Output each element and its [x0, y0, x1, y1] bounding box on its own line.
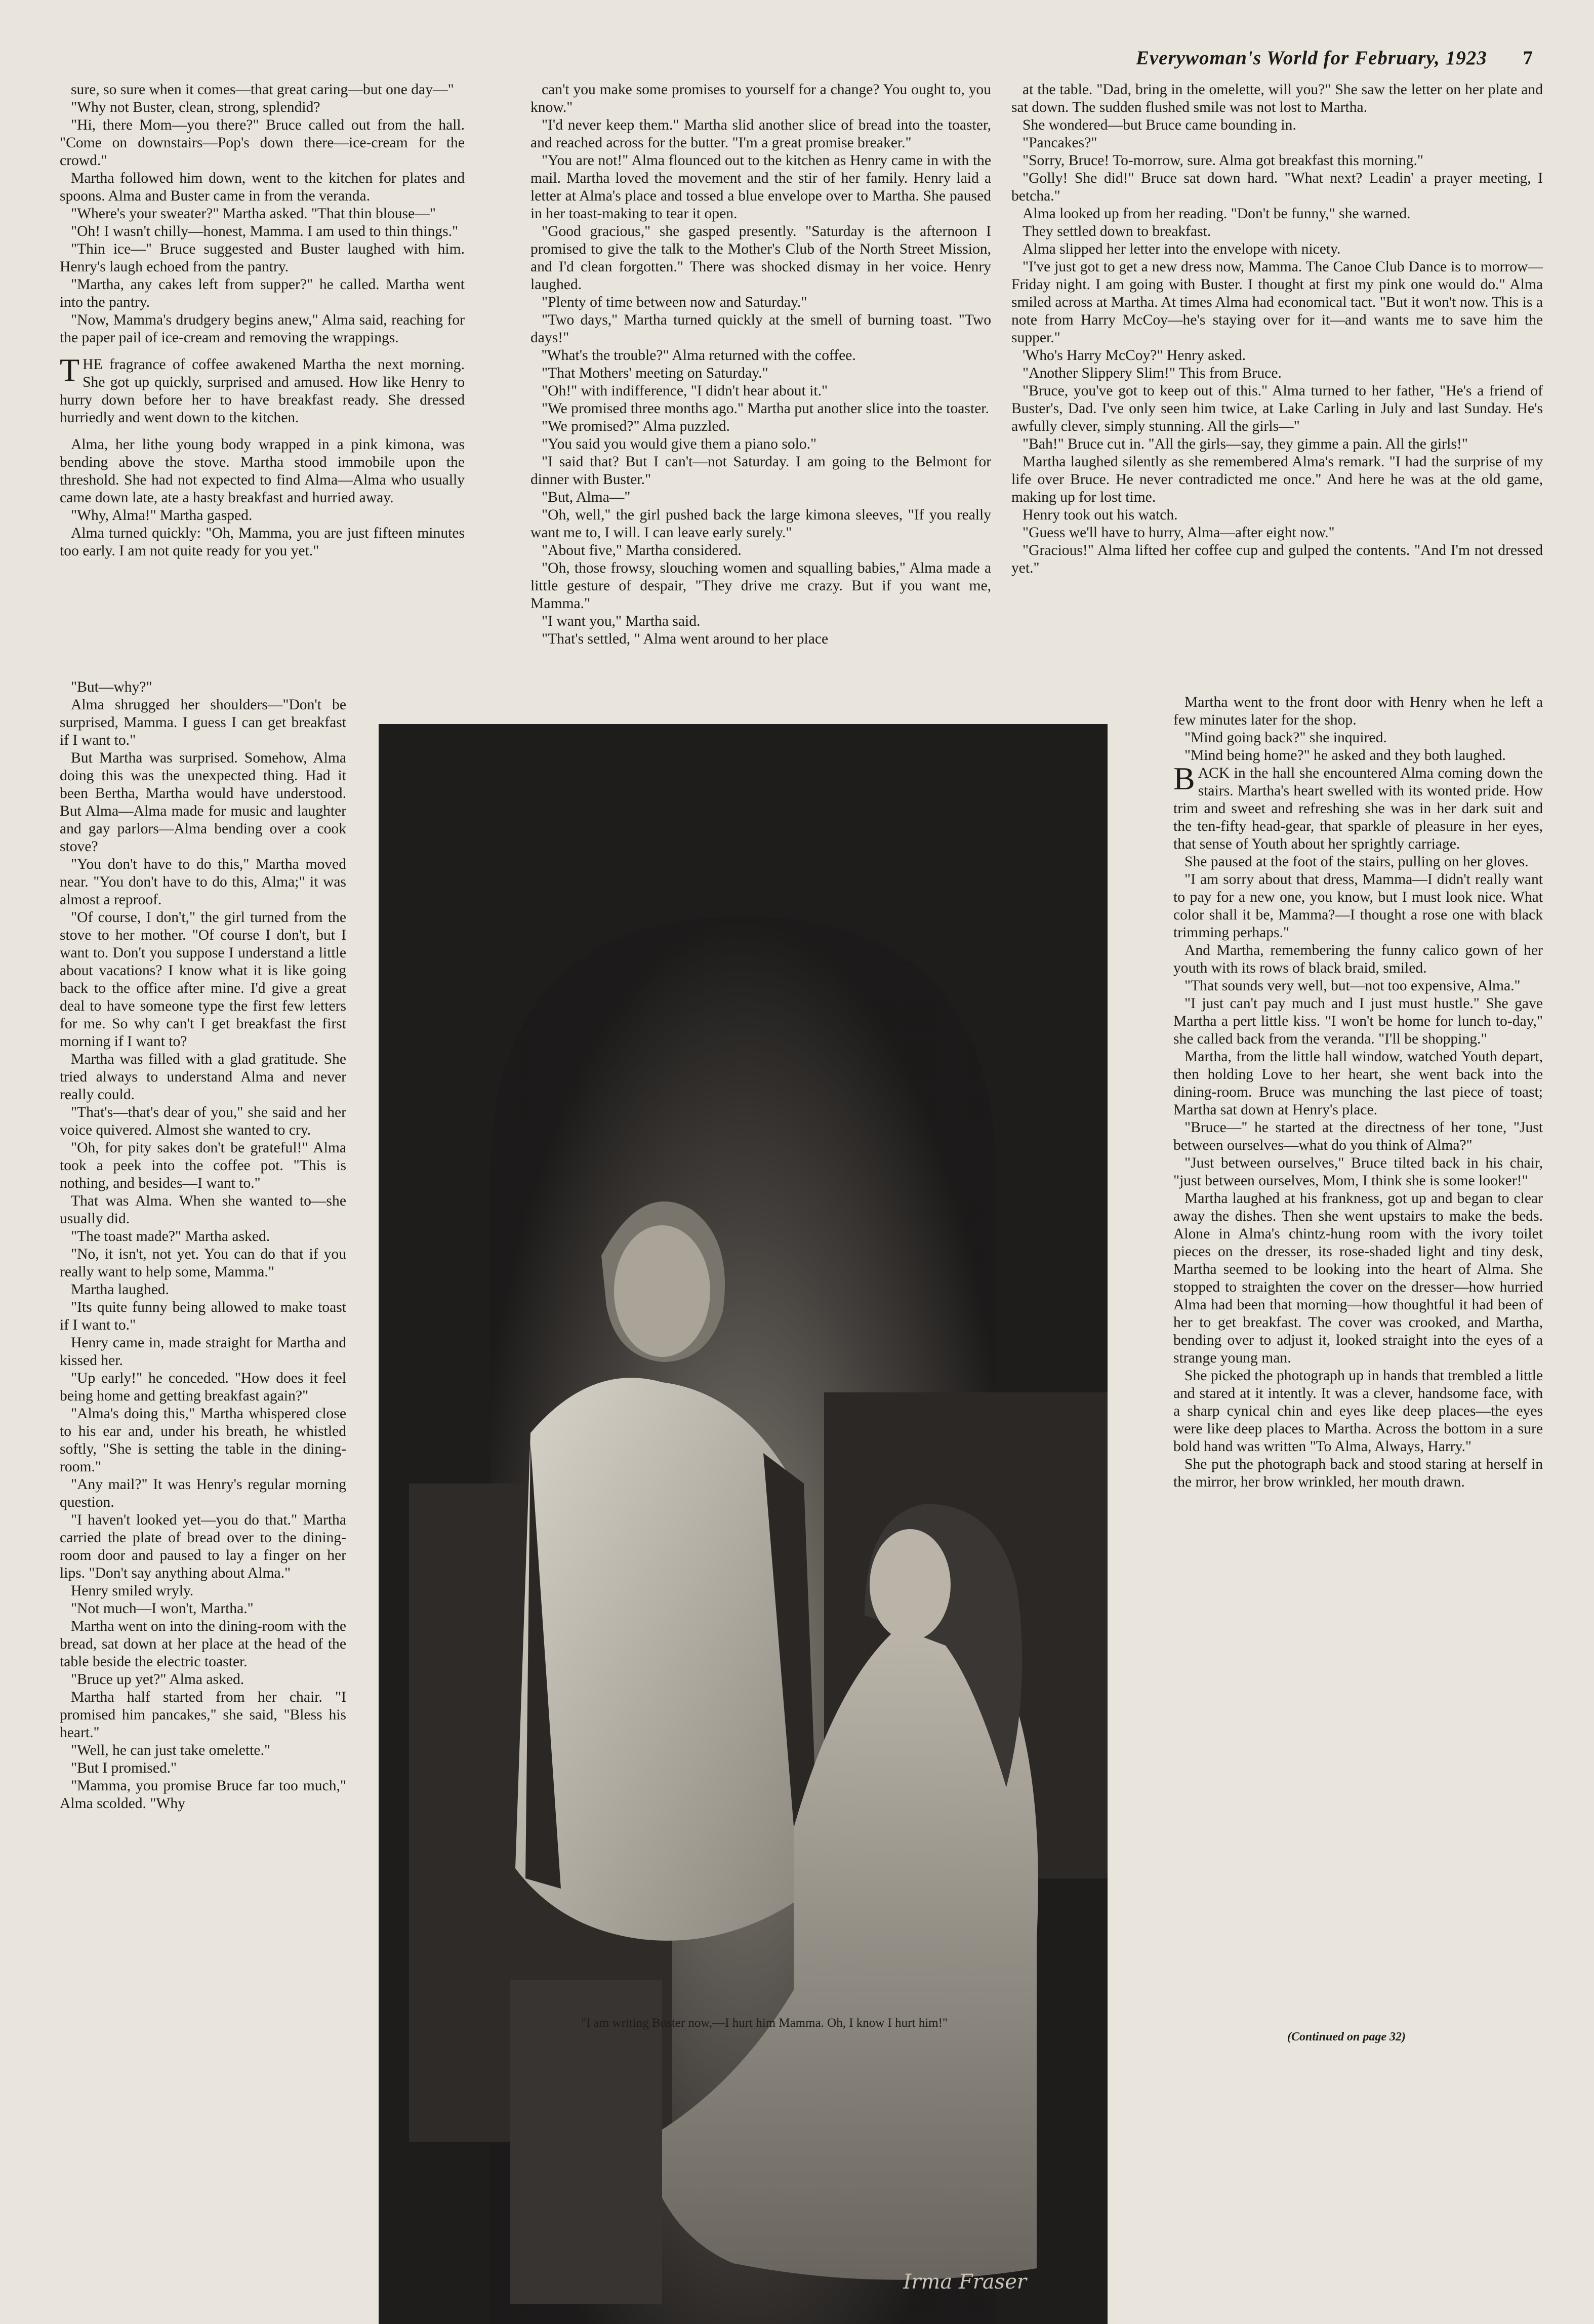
magazine-title: Everywoman's World for February, 1923: [1135, 47, 1487, 69]
paragraph: "I am sorry about that dress, Mamma—I didn't really want to pay for a new one, you know, but I must look nice. What color shall it be, Mamma?—I thought a rose one with black trimming perhaps.": [1173, 871, 1543, 941]
continued-note: (Continued on page 32): [1287, 2030, 1406, 2043]
paragraph: "Pancakes?": [1023, 135, 1097, 151]
paragraph: "Oh, well," the girl pushed back the large kimona sleeves, "If you really want me to, I will. I can leave early surely.": [530, 507, 991, 541]
paragraph: "I want you," Martha said.: [542, 613, 701, 629]
paragraph: "Where's your sweater?" Martha asked. "That thin blouse—": [71, 206, 436, 222]
paragraph: "Thin ice—" Bruce suggested and Buster laughed with him. Henry's laugh echoed from the pantry.: [60, 241, 465, 275]
paragraph: "That's settled, " Alma went around to her place: [542, 631, 829, 647]
paragraph: Alma slipped her letter into the envelope with nicety.: [1023, 241, 1341, 257]
paragraph: "We promised?" Alma puzzled.: [542, 418, 730, 434]
column-3-top: [1011, 81, 1543, 577]
paragraph: "That Mothers' meeting on Saturday.": [542, 365, 768, 381]
column-1-narrow: [60, 678, 346, 1813]
section-opening: [60, 352, 465, 427]
paragraph: "You said you would give them a piano solo.": [542, 436, 817, 452]
section-text: HE fragrance of coffee awakened Martha the next morning. She got up quickly, surprised and amused. How like Henry to hurry down before her to have breakfast ready. She dressed hurriedly and went down to the kitchen.: [60, 356, 465, 426]
column-2-top: [530, 81, 991, 648]
paragraph: And Martha, remembering the funny calico gown of her youth with its rows of black braid, smiled.: [1173, 942, 1543, 976]
illustration: [379, 724, 1108, 2324]
paragraph: "Any mail?" It was Henry's regular morning question.: [60, 1476, 346, 1510]
paragraph: "Mamma, you promise Bruce far too much," Alma scolded. "Why: [60, 1778, 346, 1812]
paragraph: "Its quite funny being allowed to make toast if I want to.": [60, 1299, 346, 1333]
paragraph: Martha, from the little hall window, watched Youth depart, then holding Love to her heart, she went back into the dining-room. Bruce was munching the last piece of toast; Martha sat down at Henry's place.: [1173, 1049, 1543, 1118]
paragraph: Alma looked up from her reading. "Don't be funny," she warned.: [1023, 206, 1411, 222]
paragraph: "But, Alma—": [542, 489, 631, 505]
paragraph: "But I promised.": [71, 1760, 177, 1776]
paragraph: "Up early!" he conceded. "How does it feel being home and getting breakfast again?": [60, 1370, 346, 1404]
paragraph: "You don't have to do this," Martha moved near. "You don't have to do this, Alma;" it was almost a reproof.: [60, 856, 346, 908]
paragraph: Martha laughed at his frankness, got up and began to clear away the dishes. Then she went upstairs to make the beds. Alone in Alma's chintz-hung room with the ivory toilet pieces on the dresser, its rose-shaded light and tiny desk, Martha seemed to be looking into the heart of Alma. She stopped to straighten the cover on the dresser—how hurried Alma had been that morning—how thoughtful it had been of her to get breakfast. The cover was crooked, and Martha, bending over to adjust it, looked straight into the eyes of a strange young man.: [1173, 1190, 1543, 1366]
paragraph: "Martha, any cakes left from supper?" he called. Martha went into the pantry.: [60, 276, 465, 310]
paragraph: "Not much—I won't, Martha.": [71, 1600, 254, 1617]
paragraph: "I'd never keep them." Martha slid another slice of bread into the toaster, and reached across for the butter. "I'm a great promise breaker.": [530, 117, 991, 151]
paragraph: at the table. "Dad, bring in the omelette, will you?" She saw the letter on her plate and sat down. The sudden flushed smile was not lost to Martha.: [1011, 82, 1543, 115]
paragraph: "Why, Alma!" Martha gasped.: [71, 507, 253, 524]
paragraph: "I haven't looked yet—you do that." Martha carried the plate of bread over to the dining-room door and paused to lay a finger on her lips. "Don't say anything about Alma.": [60, 1512, 346, 1581]
drop-cap: B: [1173, 760, 1195, 796]
paragraph: "That sounds very well, but—not too expensive, Alma.": [1184, 978, 1521, 994]
paragraph: Alma shrugged her shoulders—"Don't be surprised, Mamma. I guess I can get breakfast if I want to.": [60, 697, 346, 748]
paragraph: Henry smiled wryly.: [71, 1583, 194, 1599]
column-1-top: [60, 81, 465, 560]
paragraph: "I just can't pay much and I just must hustle." She gave Martha a pert little kiss. "I won't be home for lunch to-day," she called back from the veranda. "I'll be shopping.": [1173, 995, 1543, 1047]
paragraph: "That's—that's dear of you," she said and her voice quivered. Almost she wanted to cry.: [60, 1104, 346, 1138]
paragraph: "Mind going back?" she inquired.: [1184, 730, 1387, 746]
paragraph: ''What's the trouble?" Alma returned with the coffee.: [542, 347, 856, 364]
paragraph: "Oh! I wasn't chilly—honest, Mamma. I am used to thin things.": [71, 223, 459, 239]
paragraph: Alma turned quickly: "Oh, Mamma, you are just fifteen minutes too early. I am not quite ready for you yet.": [60, 525, 465, 559]
paragraph: "Just between ourselves," Bruce tilted back in his chair, "just between ourselves, Mom, I think she is some looker!": [1173, 1155, 1543, 1189]
paragraph: Alma, her lithe young body wrapped in a pink kimona, was bending above the stove. Martha stood immobile upon the threshold. She had not expected to find Alma—Alma who usually came down late, ate a hasty breakfast and hurried away.: [60, 436, 465, 506]
paragraph: She paused at the foot of the stairs, pulling on her gloves.: [1184, 854, 1529, 870]
paragraph: "Now, Mamma's drudgery begins anew," Alma said, reaching for the paper pail of ice-cream and removing the wrappings.: [60, 312, 465, 346]
paragraph: Martha went on into the dining-room with the bread, sat down at her place at the head of the table beside the electric toaster.: [60, 1618, 346, 1670]
section-text: ACK in the hall she encountered Alma coming down the stairs. Martha's heart swelled with its wonted pride. How trim and sweet and refreshing she was in her dark suit and the ten-fifty head-gear, that sparkle of pleasure in her eyes, that sense of Youth about her sprightly carriage.: [1173, 765, 1543, 852]
paragraph: Martha half started from her chair. "I promised him pancakes," she said, "Bless his heart.": [60, 1689, 346, 1741]
paragraph: 'Who's Harry McCoy?" Henry asked.: [1023, 347, 1246, 364]
paragraph: "Why not Buster, clean, strong, splendid?: [71, 99, 320, 115]
paragraph: "Mind being home?" he asked and they both laughed.: [1184, 747, 1506, 764]
paragraph: can't you make some promises to yourself for a change? You ought to, you know.": [530, 82, 991, 115]
paragraph: "Sorry, Bruce! To-morrow, sure. Alma got breakfast this morning.": [1023, 152, 1423, 169]
paragraph: "Hi, there Mom—you there?" Bruce called out from the hall. "Come on downstairs—Pop's down there—ice-cream for the crowd.": [60, 117, 465, 169]
paragraph: "Alma's doing this," Martha whispered close to his ear and, under his breath, he whistled softly, "She is setting the table in the dining-room.": [60, 1406, 346, 1475]
paragraph: "Bruce, you've got to keep out of this." Alma turned to her father, "He's a friend of Buster's, Dad. I've only seen him twice, at Lake Carling in July and last Sunday. He's awfully clever, simply stunning. All the girls—": [1011, 383, 1543, 434]
paragraph: "Oh, those frowsy, slouching women and squalling babies," Alma made a little gesture of despair, "They drive me crazy. But if you want me, Mamma.": [530, 560, 991, 612]
artist-signature: Irma Fraser: [903, 2270, 1027, 2294]
paragraph: "You are not!" Alma flounced out to the kitchen as Henry came in with the mail. Martha loved the movement and the stir of her family. Henry laid a letter at Alma's place and tossed a blue envelope over to Martha. She paused in her toast-making to tear it open.: [530, 152, 991, 222]
paragraph: She put the photograph back and stood staring at herself in the mirror, her brow wrinkled, her mouth drawn.: [1173, 1456, 1543, 1490]
column-3-narrow: [1173, 694, 1543, 1491]
paragraph: "Oh!" with indifference, "I didn't hear about it.": [542, 383, 828, 399]
paragraph: "Good gracious," she gasped presently. "Saturday is the afternoon I promised to give the talk to the Mother's Club of the North Street Mission, and I'd clean forgotten." There was shocked dismay in her voice. Henry laughed.: [530, 223, 991, 293]
paragraph: Martha laughed.: [71, 1281, 169, 1298]
paragraph: "Golly! She did!" Bruce sat down hard. "What next? Leadin' a prayer meeting, I betcha.": [1011, 170, 1543, 204]
drop-cap: T: [60, 352, 80, 388]
paragraph: "No, it isn't, not yet. You can do that if you really want to help some, Mamma.": [60, 1246, 346, 1280]
paragraph: "Guess we'll have to hurry, Alma—after eight now.": [1023, 525, 1335, 541]
paragraph: sure, so sure when it comes—that great caring—but one day—": [71, 82, 454, 98]
paragraph: "Bah!" Bruce cut in. "All the girls—say, they gimme a pain. All the girls!": [1023, 436, 1468, 452]
paragraph: "I said that? But I can't—not Saturday. I am going to the Belmont for dinner with Buster.": [530, 454, 991, 488]
paragraph: "Another Slippery Slim!" This from Bruce.: [1023, 365, 1282, 381]
paragraph: "But—why?": [71, 679, 152, 695]
paragraph: "Gracious!" Alma lifted her coffee cup and gulped the contents. "And I'm not dressed yet.": [1011, 542, 1543, 576]
paragraph: That was Alma. When she wanted to—she usually did.: [60, 1193, 346, 1227]
paragraph: Martha went to the front door with Henry when he left a few minutes later for the shop.: [1173, 694, 1543, 728]
paragraph: Martha laughed silently as she remembered Alma's remark. "I had the surprise of my life over Bruce. He never contradicted me once." And here he was at the old game, making up for lost time.: [1011, 454, 1543, 505]
paragraph: "Well, he can just take omelette.": [71, 1742, 271, 1758]
running-header: [1136, 47, 1533, 77]
illustration-drawing: [379, 724, 1108, 2324]
paragraph: "Bruce up yet?" Alma asked.: [71, 1671, 244, 1688]
paragraph: But Martha was surprised. Somehow, Alma doing this was the unexpected thing. Had it been Bertha, Martha would have understood. But Alma—Alma made for music and laughter and gay parlors—Alma bending over a cook stove?: [60, 750, 346, 855]
paragraph: She wondered—but Bruce came bounding in.: [1023, 117, 1296, 133]
paragraph: "We promised three months ago." Martha put another slice into the toaster.: [542, 400, 989, 417]
paragraph: "Oh, for pity sakes don't be grateful!" Alma took a peek into the coffee pot. "This is nothing, and besides—I want to.": [60, 1140, 346, 1191]
paragraph: "Plenty of time between now and Saturday.": [542, 294, 807, 310]
paragraph: They settled down to breakfast.: [1023, 223, 1211, 239]
paragraph: Henry took out his watch.: [1023, 507, 1178, 523]
paragraph: Henry came in, made straight for Martha and kissed her.: [60, 1335, 346, 1369]
paragraph: Martha was filled with a glad gratitude. She tried always to understand Alma and never really could.: [60, 1051, 346, 1103]
section-opening: [1173, 760, 1543, 853]
illustration-caption: "I am writing Buster now,—I hurt him Mamma. Oh, I know I hurt him!": [581, 2016, 948, 2030]
page-number: 7: [1523, 47, 1533, 69]
paragraph: "Bruce—" he started at the directness of her tone, "Just between ourselves—what do you think of Alma?": [1173, 1119, 1543, 1153]
paragraph: "Of course, I don't," the girl turned from the stove to her mother. "Of course I don't, but I want to. Don't you suppose I understand a little about vacations? I know what it is like going back to the office after mine. I'd give a great deal to have someone type the first few letters for me. So why can't I get breakfast the first morning if I want to?: [60, 909, 346, 1050]
paragraph: "The toast made?" Martha asked.: [71, 1228, 270, 1245]
paragraph: Martha followed him down, went to the kitchen for plates and spoons. Alma and Buster came in from the veranda.: [60, 170, 465, 204]
paragraph: "I've just got to get a new dress now, Mamma. The Canoe Club Dance is to morrow—Friday night. I am going with Buster. I thought at first my pink one would do." Alma smiled across at Martha. At times Alma had economical tact. "But it won't now. This is a note from Harry McCoy—he's staying over for it—and wants me to save him the supper.": [1011, 259, 1543, 346]
paragraph: She picked the photograph up in hands that trembled a little and stared at it intently. It was a clever, handsome face, with a sharp cynical chin and eyes like deep places—the eyes were like deep places to Martha. Across the bottom in a sure bold hand was written "To Alma, Always, Harry.": [1173, 1368, 1543, 1455]
paragraph: "Two days," Martha turned quickly at the smell of burning toast. "Two days!": [530, 312, 991, 346]
paragraph: "About five," Martha considered.: [542, 542, 742, 558]
